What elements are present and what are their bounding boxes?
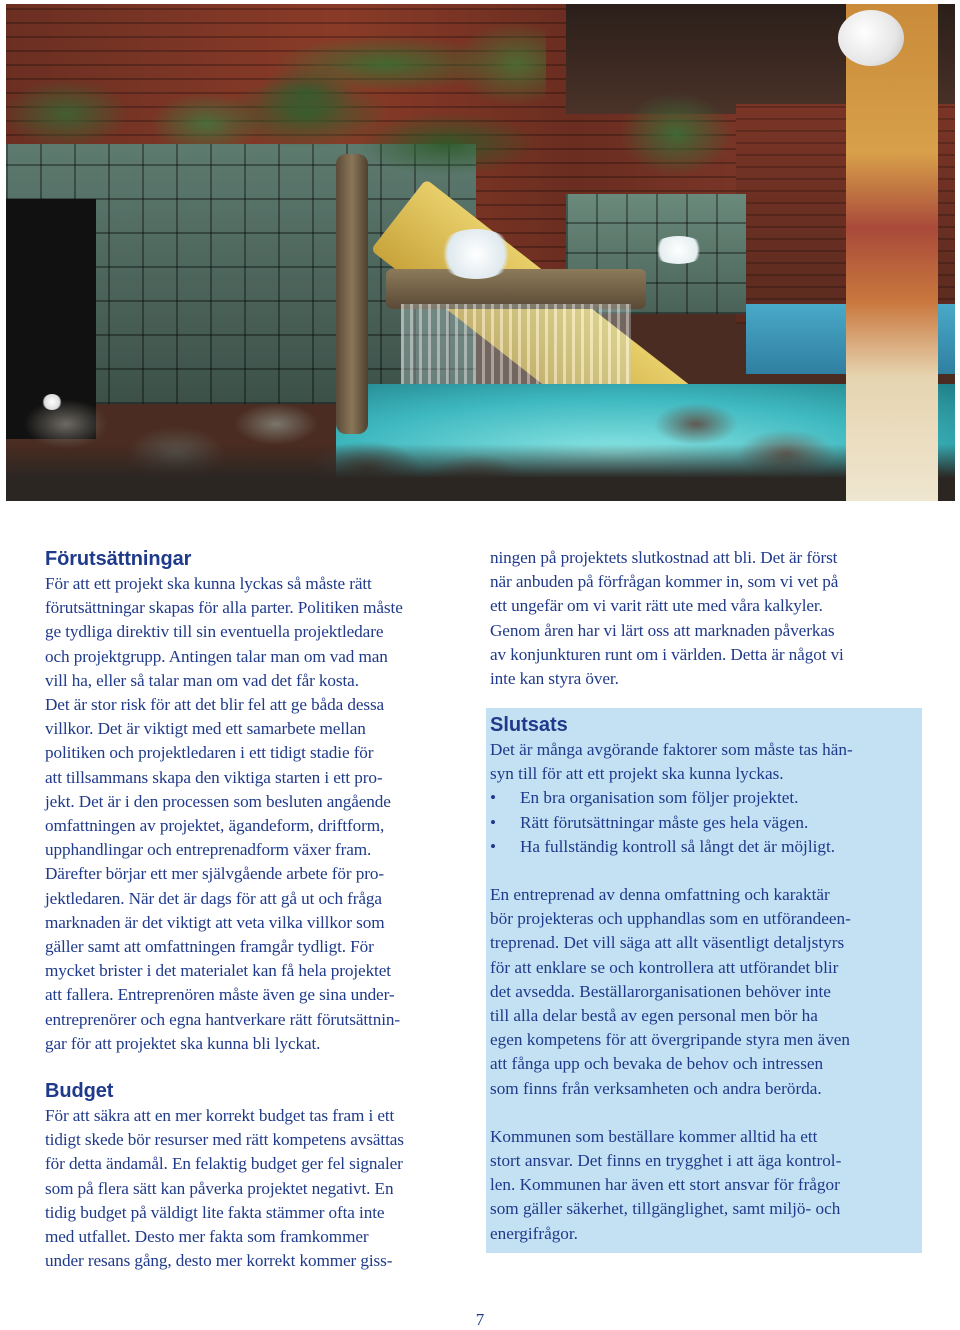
heading-budget: Budget — [45, 1080, 114, 1103]
text-line: att tillsammans skapa den viktiga starten i ett pro- — [45, 767, 383, 787]
bullet-icon: • — [490, 812, 497, 832]
spotlight — [42, 394, 62, 410]
text-line: förutsättningar skapas för alla parter. Politiken måste — [45, 598, 403, 618]
text-line: av konjunkturen runt om i världen. Detta är något vi — [490, 644, 844, 664]
text-line: som finns från verksamheten och andra berörda. — [490, 1078, 822, 1098]
bullet-text: Ha fullständig kontroll så långt det är möjligt. — [520, 836, 836, 856]
text-line: len. Kommunen har även ett stort ansvar för frågor — [490, 1175, 840, 1195]
text-line: under resans gång, desto mer korrekt kommer giss- — [45, 1251, 393, 1271]
text-line: treprenad. Det vill säga att allt väsentligt detaljstyrs — [490, 933, 845, 953]
text-line: syn till för att ett projekt ska kunna lyckas. — [490, 764, 784, 784]
text-line: att fallera. Entreprenören måste även ge sina under- — [45, 985, 395, 1005]
indoor-pool-photo — [6, 4, 955, 501]
text-line: och projektgrupp. Antingen talar man om vad man — [45, 646, 388, 666]
text-line: För att ett projekt ska kunna lyckas så måste rätt — [45, 574, 372, 593]
globe-lamp — [838, 10, 904, 66]
paragraph-prerequisites — [45, 572, 477, 1056]
palm-leaves — [186, 4, 546, 264]
bullet-item — [490, 835, 920, 859]
text-line: inte kan styra över. — [490, 669, 619, 689]
text-line: marknaden är det viktigt att veta vilka villkor som — [45, 912, 385, 932]
floor-shadow — [6, 444, 955, 501]
text-line: som gäller säkerhet, tillgänglighet, samt miljö- och — [490, 1199, 841, 1219]
bullet-icon: • — [490, 788, 497, 808]
text-line: villkor. Det är viktigt med ett samarbete mellan — [45, 719, 366, 739]
text-line: tidig budget på väldigt lite fakta stämmer ofta inte — [45, 1202, 385, 1222]
bullet-list — [490, 786, 920, 859]
text-line: gar för att projektet ska kunna bli lyckat. — [45, 1033, 321, 1053]
bullet-text: Rätt förutsättningar måste ges hela vägen. — [520, 812, 809, 832]
heading-conclusion: Slutsats — [490, 714, 568, 736]
text-line: med utfallet. Desto mer fakta som framkommer — [45, 1227, 369, 1247]
text-line: Genom åren har vi lärt oss att marknaden påverkas — [490, 620, 835, 640]
text-line: ett ungefär om vi varit rätt ute med våra kalkyler. — [490, 596, 823, 616]
text-line: upphandlingar och entreprenadform växer fram. — [45, 840, 372, 860]
text-line: att fånga upp och bevaka de behov och intressen — [490, 1054, 824, 1074]
conclusion-content — [490, 712, 920, 1246]
paragraph-contract — [490, 883, 920, 1101]
paragraph-budget — [45, 1104, 477, 1273]
striped-column — [846, 4, 938, 501]
plants-right — [596, 64, 756, 204]
text-line: ge tydliga direktiv till sin eventuella projektledare — [45, 622, 384, 642]
right-column — [490, 546, 920, 691]
text-line: entreprenörer och egna hantverkare rätt förutsättnin- — [45, 1009, 400, 1029]
text-line: tidigt skede bör resurser med rätt kompetens avsättas — [45, 1130, 404, 1150]
text-line: ningen på projektets slutkostnad att bli. Det är först — [490, 548, 838, 567]
heading-prerequisites: Förutsättningar — [45, 548, 192, 570]
water-splash-small — [651, 236, 706, 264]
paragraph-municipality — [490, 1125, 920, 1246]
text-line: gäller samt att omfattningen framgår tydligt. För — [45, 937, 374, 957]
text-line: till alla delar bestå av egen personal men bör ha — [490, 1006, 818, 1026]
text-line: bör projekteras och upphandlas som en utförandeen- — [490, 909, 851, 929]
conclusion-box — [486, 708, 922, 1253]
text-line: energifrågor. — [490, 1223, 578, 1243]
text-line: jekt. Det är i den processen som besluten angående — [45, 791, 391, 811]
text-line: när anbuden på förfrågan kommer in, som vi vet på — [490, 572, 839, 592]
text-line: jektledaren. När det är dags för att gå ut och fråga — [45, 888, 382, 908]
page-number: 7 — [475, 1310, 485, 1329]
bullet-icon: • — [490, 836, 497, 856]
text-line: mycket brister i det materialet kan få hela projektet — [45, 961, 391, 981]
text-line: Det är stor risk för att det blir fel att ge båda dessa — [45, 695, 385, 715]
text-line: egen kompetens för att övergripande styra men även — [490, 1030, 851, 1050]
text-line: politiken och projektledaren i ett tidigt stadie för — [45, 743, 374, 763]
text-line: En entreprenad av denna omfattning och karaktär — [490, 885, 830, 905]
text-line: för att enklare se och kontrollera att utförandet blir — [490, 957, 839, 977]
bullet-item — [490, 786, 920, 810]
text-line: Kommunen som beställare kommer alltid ha ett — [490, 1126, 818, 1146]
bullet-text: En bra organisation som följer projektet. — [520, 788, 799, 808]
text-line: för detta ändamål. En felaktig budget ger fel signaler — [45, 1154, 403, 1174]
text-line: som på flera sätt kan påverka projektet negativt. En — [45, 1178, 394, 1198]
left-column — [45, 546, 477, 1273]
text-line: För att säkra att en mer korrekt budget tas fram i ett — [45, 1106, 395, 1126]
bullet-item — [490, 811, 920, 835]
text-line: omfattningen av projektet, ägandeform, driftform, — [45, 816, 385, 836]
text-line: stort ansvar. Det finns en trygghet i att äga kontrol- — [490, 1151, 842, 1171]
text-line: det avsedda. Beställarorganisationen behöver inte — [490, 981, 831, 1001]
fountain-basin — [386, 269, 646, 309]
text-line: vill ha, eller så talar man om vad det får kosta. — [45, 670, 359, 690]
text-line: Därefter börjar ett mer självgående arbete för pro- — [45, 864, 384, 884]
text-line: Det är många avgörande faktorer som måste tas hän- — [490, 740, 853, 759]
